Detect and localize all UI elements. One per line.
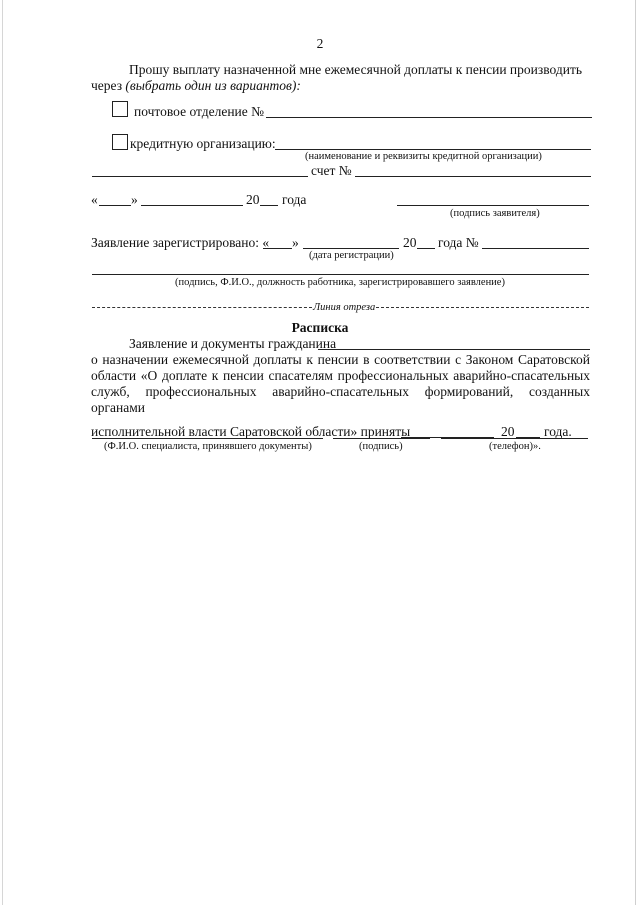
request-line-2-prefix: через [91,78,126,93]
date-close-quote: » [131,192,138,207]
applicant-signature-field[interactable] [397,205,589,206]
date-month-field[interactable] [141,205,243,206]
employee-signature-field[interactable] [92,274,589,275]
scan-edge-left [2,0,3,905]
specialist-phone-field[interactable] [441,438,588,439]
cut-line-right [376,307,589,308]
registration-number-field[interactable] [482,248,589,249]
receipt-line-4: служб, профессиональных аварийно-спасательных формирований, созданных органами [91,384,590,415]
specialist-signature-field[interactable] [333,438,430,439]
date-day-field[interactable] [99,205,131,206]
employee-signature-hint: (подпись, Ф.И.О., должность работника, зарегистрировавшего заявление) [175,277,505,288]
credit-org-details-field[interactable] [92,176,308,177]
registration-day-field[interactable] [263,248,292,249]
specialist-signature-hint: (подпись) [359,441,403,452]
scan-edge-right [635,0,636,905]
registration-month-field[interactable] [303,248,399,249]
specialist-phone-hint: (телефон)». [489,441,541,452]
date-open-quote: « [91,192,98,207]
receipt-title: Расписка [291,320,349,335]
post-office-number-field[interactable] [266,117,592,118]
receipt-line-3: области «О доплате к пенсии спасателям профессиональных аварийно-спасательных [91,368,590,383]
receipt-line-1: Заявление и документы гражданина [129,336,337,351]
receipt-year-prefix: 20 [501,424,515,439]
registration-date-hint: (дата регистрации) [309,250,394,261]
date-year-field[interactable] [260,205,278,206]
date-year-suffix: года [282,192,307,207]
registration-label: Заявление зарегистрировано: « [91,235,270,250]
account-label: счет № [311,163,352,178]
cut-line-label: Линия отреза [313,302,376,313]
specialist-name-hint: (Ф.И.О. специалиста, принявшего документы) [104,441,312,452]
credit-org-checkbox[interactable] [112,134,128,150]
citizen-name-field[interactable] [318,349,590,350]
post-office-label: почтовое отделение № [134,104,265,119]
registration-year-number: года № [438,235,479,250]
specialist-name-field[interactable] [92,438,323,439]
receipt-line-5-prefix: исполнительной власти Саратовской области» приняты [91,424,411,439]
credit-org-hint: (наименование и реквизиты кредитной организации) [305,151,542,162]
credit-org-field[interactable] [275,149,591,150]
registration-close-quote: » [292,235,299,250]
date-year-prefix: 20 [246,192,260,207]
registration-year-field[interactable] [417,248,435,249]
account-number-field[interactable] [355,176,591,177]
applicant-signature-hint: (подпись заявителя) [450,208,540,219]
registration-year-prefix: 20 [403,235,417,250]
page-number: 2 [316,36,324,51]
post-office-checkbox[interactable] [112,101,128,117]
cut-line-left [92,307,312,308]
receipt-year-suffix: года. [544,424,572,439]
credit-org-label: кредитную организацию: [130,136,276,151]
request-line-1: Прошу выплату назначенной мне ежемесячной доплаты к пенсии производить [129,62,583,77]
receipt-line-2: о назначении ежемесячной доплаты к пенсии в соответствии с Законом Саратовской [91,352,590,367]
request-line-2 [91,78,301,94]
request-line-2-italic: (выбрать один из вариантов): [125,78,301,93]
